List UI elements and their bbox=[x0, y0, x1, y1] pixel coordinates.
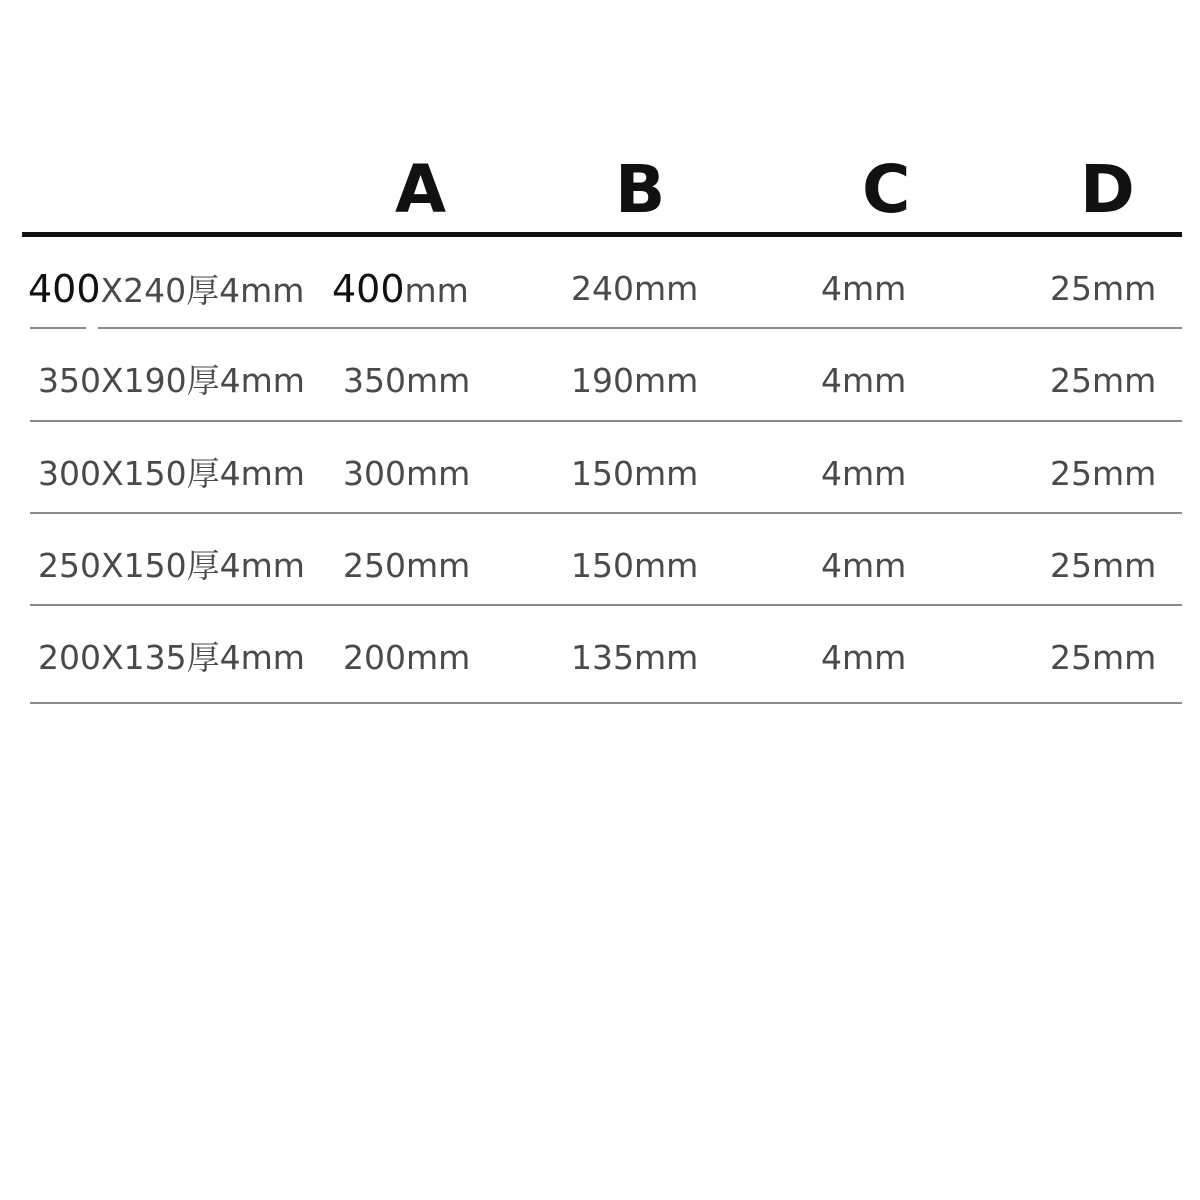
column-header-c: C bbox=[862, 151, 911, 228]
row-divider bbox=[30, 604, 1182, 606]
row-model-label: 300X150厚4mm bbox=[38, 454, 305, 493]
row-value-c: 4mm bbox=[821, 454, 907, 493]
divider-gap bbox=[86, 326, 98, 330]
column-header-a: A bbox=[395, 151, 447, 228]
row-model-label bbox=[28, 269, 304, 311]
row-value-c: 4mm bbox=[821, 638, 907, 677]
row-divider bbox=[30, 512, 1182, 514]
column-header-d: D bbox=[1080, 151, 1135, 228]
row-value-a: 200mm bbox=[343, 638, 471, 677]
row-model-label: 350X190厚4mm bbox=[38, 361, 305, 400]
row-value-b: 150mm bbox=[571, 454, 699, 493]
row-value-c: 4mm bbox=[821, 361, 907, 400]
row-value-d: 25mm bbox=[1050, 546, 1157, 585]
row-divider bbox=[30, 327, 1182, 329]
header-divider bbox=[22, 232, 1182, 237]
row-value-a bbox=[332, 269, 469, 311]
row-value-d: 25mm bbox=[1050, 638, 1157, 677]
row-model-label: 200X135厚4mm bbox=[38, 638, 305, 677]
row-divider bbox=[30, 420, 1182, 422]
row-model-label: 250X150厚4mm bbox=[38, 546, 305, 585]
row-value-a: 250mm bbox=[343, 546, 471, 585]
row-model-lead: 400 bbox=[28, 267, 101, 311]
row-value-d: 25mm bbox=[1050, 269, 1157, 308]
row-value-b: 240mm bbox=[571, 269, 699, 308]
row-divider bbox=[30, 702, 1182, 704]
row-value-d: 25mm bbox=[1050, 454, 1157, 493]
row-model-rest: X240厚4mm bbox=[100, 271, 305, 310]
row-value-c: 4mm bbox=[821, 269, 907, 308]
row-value-a-lead: 400 bbox=[332, 267, 405, 311]
row-value-c: 4mm bbox=[821, 546, 907, 585]
row-value-a: 300mm bbox=[343, 454, 471, 493]
column-header-b: B bbox=[615, 151, 666, 228]
row-value-a: 350mm bbox=[343, 361, 471, 400]
row-value-b: 150mm bbox=[571, 546, 699, 585]
row-value-d: 25mm bbox=[1050, 361, 1157, 400]
row-value-b: 190mm bbox=[571, 361, 699, 400]
row-value-b: 135mm bbox=[571, 638, 699, 677]
row-value-a-unit: mm bbox=[404, 271, 469, 310]
